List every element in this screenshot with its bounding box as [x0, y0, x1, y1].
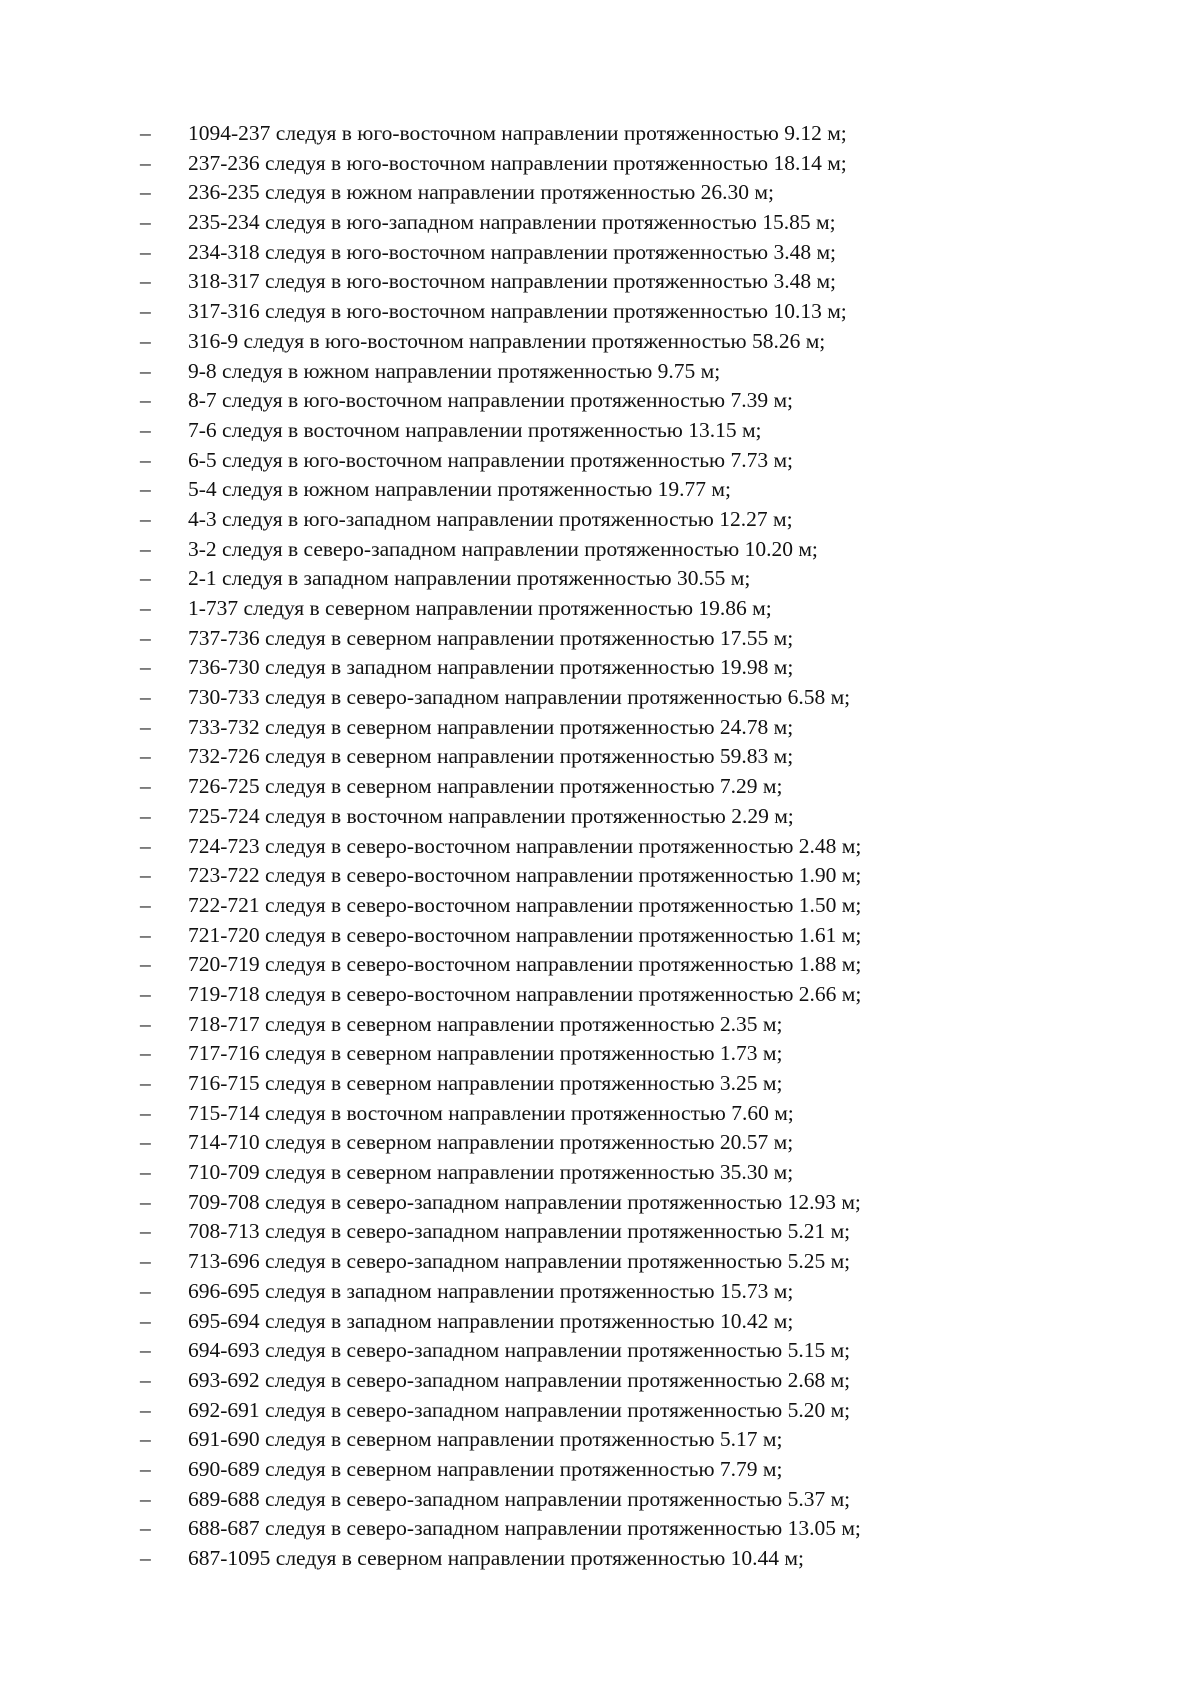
list-item [140, 1277, 861, 1307]
list-item-text: 694-693 следуя в северо-западном направлении протяженностью 5.15 м; [188, 1338, 851, 1363]
list-dash: – [140, 892, 151, 917]
list-dash: – [140, 1367, 151, 1392]
list-dash: – [140, 299, 151, 324]
list-item [140, 1217, 861, 1247]
list-dash: – [140, 833, 151, 858]
boundary-segment-list [140, 119, 861, 1574]
list-item [140, 1544, 861, 1574]
list-item [140, 1485, 861, 1515]
list-item [140, 1396, 861, 1426]
list-item-text: 237-236 следуя в юго-восточном направлении протяженностью 18.14 м; [188, 150, 847, 175]
list-dash: – [140, 566, 151, 591]
list-dash: – [140, 180, 151, 205]
list-item-text: 8-7 следуя в юго-восточном направлении протяженностью 7.39 м; [188, 388, 794, 413]
list-dash: – [140, 239, 151, 264]
list-dash: – [140, 1486, 151, 1511]
list-item-text: 714-710 следуя в северном направлении протяженностью 20.57 м; [188, 1130, 794, 1155]
list-dash: – [140, 388, 151, 413]
list-dash: – [140, 477, 151, 502]
list-dash: – [140, 1071, 151, 1095]
list-dash: – [140, 596, 151, 620]
list-dash: – [140, 1397, 151, 1422]
list-item [140, 564, 861, 594]
list-item-text: 722-721 следуя в северо-восточном направлении протяженностью 1.50 м; [188, 892, 862, 917]
list-dash: – [140, 1427, 151, 1452]
list-item-text: 716-715 следуя в северном направлении протяженностью 3.25 м; [188, 1071, 783, 1095]
list-item-text: 732-726 следуя в северном направлении протяженностью 59.83 м; [188, 744, 794, 769]
list-item-text: 236-235 следуя в южном направлении протяженностью 26.30 м; [188, 180, 774, 205]
list-item [140, 950, 861, 980]
list-item [140, 653, 861, 683]
list-item [140, 297, 861, 327]
list-dash: – [140, 1249, 151, 1274]
list-dash: – [140, 803, 151, 828]
list-dash: – [140, 210, 151, 235]
list-dash: – [140, 1546, 151, 1570]
list-item [140, 1039, 861, 1069]
list-item [140, 535, 861, 565]
list-item-text: 723-722 следуя в северо-восточном направлении протяженностью 1.90 м; [188, 863, 862, 888]
list-item-text: 234-318 следуя в юго-восточном направлении протяженностью 3.48 м; [188, 239, 837, 264]
list-item [140, 238, 861, 268]
list-dash: – [140, 685, 151, 710]
list-item-text: 692-691 следуя в северо-западном направлении протяженностью 5.20 м; [188, 1397, 851, 1422]
list-item-text: 726-725 следуя в северном направлении протяженностью 7.29 м; [188, 774, 783, 799]
list-dash: – [140, 774, 151, 799]
list-item-text: 715-714 следуя в восточном направлении протяженностью 7.60 м; [188, 1100, 794, 1125]
list-item-text: 708-713 следуя в северо-западном направлении протяженностью 5.21 м; [188, 1219, 851, 1244]
list-dash: – [140, 1278, 151, 1303]
list-item [140, 772, 861, 802]
list-item [140, 357, 861, 387]
list-dash: – [140, 863, 151, 888]
list-dash: – [140, 269, 151, 294]
list-item [140, 386, 861, 416]
list-dash: – [140, 1160, 151, 1185]
list-item [140, 1455, 861, 1485]
list-item-text: 737-736 следуя в северном направлении протяженностью 17.55 м; [188, 625, 794, 650]
list-dash: – [140, 952, 151, 977]
list-item [140, 1514, 861, 1544]
list-dash: – [140, 1130, 151, 1155]
list-dash: – [140, 1100, 151, 1125]
list-item [140, 1099, 861, 1129]
list-item [140, 1069, 861, 1099]
list-item-text: 717-716 следуя в северном направлении протяженностью 1.73 м; [188, 1041, 783, 1066]
list-dash: – [140, 536, 151, 561]
list-item [140, 149, 861, 179]
list-item-text: 709-708 следуя в северо-западном направлении протяженностью 12.93 м; [188, 1189, 861, 1214]
list-item [140, 1247, 861, 1277]
list-item [140, 267, 861, 297]
list-item [140, 832, 861, 862]
list-dash: – [140, 1189, 151, 1214]
list-item [140, 446, 861, 476]
list-dash: – [140, 1308, 151, 1333]
list-item-text: 689-688 следуя в северо-западном направлении протяженностью 5.37 м; [188, 1486, 851, 1511]
list-item-text: 6-5 следуя в юго-восточном направлении протяженностью 7.73 м; [188, 447, 794, 472]
list-item [140, 742, 861, 772]
list-item-text: 7-6 следуя в восточном направлении протяженностью 13.15 м; [188, 417, 762, 442]
list-item-text: 713-696 следуя в северо-западном направлении протяженностью 5.25 м; [188, 1249, 851, 1274]
list-item [140, 1425, 861, 1455]
list-item [140, 713, 861, 743]
list-dash: – [140, 1041, 151, 1066]
list-dash: – [140, 447, 151, 472]
list-dash: – [140, 1338, 151, 1363]
list-item [140, 208, 861, 238]
list-item-text: 690-689 следуя в северном направлении протяженностью 7.79 м; [188, 1456, 783, 1481]
list-item [140, 1158, 861, 1188]
list-dash: – [140, 150, 151, 175]
list-item [140, 119, 861, 149]
list-item-text: 2-1 следуя в западном направлении протяженностью 30.55 м; [188, 566, 751, 591]
list-item-text: 721-720 следуя в северо-восточном направлении протяженностью 1.61 м; [188, 922, 862, 947]
list-item [140, 624, 861, 654]
list-item [140, 505, 861, 535]
list-item-text: 1094-237 следуя в юго-восточном направлении протяженностью 9.12 м; [188, 121, 847, 145]
list-dash: – [140, 417, 151, 442]
list-item [140, 594, 861, 624]
list-dash: – [140, 1011, 151, 1036]
list-item [140, 416, 861, 446]
list-item-text: 317-316 следуя в юго-восточном направлении протяженностью 10.13 м; [188, 299, 847, 324]
list-item-text: 724-723 следуя в северо-восточном направлении протяженностью 2.48 м; [188, 833, 862, 858]
list-item-text: 3-2 следуя в северо-западном направлении протяженностью 10.20 м; [188, 536, 818, 561]
list-item [140, 1010, 861, 1040]
list-item [140, 802, 861, 832]
list-item [140, 475, 861, 505]
list-item-text: 730-733 следуя в северо-западном направлении протяженностью 6.58 м; [188, 685, 851, 710]
list-item-text: 693-692 следуя в северо-западном направлении протяженностью 2.68 м; [188, 1367, 851, 1392]
list-dash: – [140, 922, 151, 947]
list-item [140, 891, 861, 921]
list-item [140, 683, 861, 713]
list-item-text: 691-690 следуя в северном направлении протяженностью 5.17 м; [188, 1427, 783, 1452]
list-item-text: 687-1095 следуя в северном направлении протяженностью 10.44 м; [188, 1546, 804, 1570]
list-item [140, 1128, 861, 1158]
list-item-text: 725-724 следуя в восточном направлении протяженностью 2.29 м; [188, 803, 794, 828]
list-item [140, 327, 861, 357]
list-item-text: 718-717 следуя в северном направлении протяженностью 2.35 м; [188, 1011, 783, 1036]
list-dash: – [140, 328, 151, 353]
list-dash: – [140, 625, 151, 650]
list-dash: – [140, 1219, 151, 1244]
list-item-text: 1-737 следуя в северном направлении протяженностью 19.86 м; [188, 596, 772, 620]
list-item-text: 5-4 следуя в южном направлении протяженностью 19.77 м; [188, 477, 731, 502]
list-item [140, 1336, 861, 1366]
list-item-text: 235-234 следуя в юго-западном направлении протяженностью 15.85 м; [188, 210, 836, 235]
list-item [140, 178, 861, 208]
list-item [140, 1366, 861, 1396]
list-dash: – [140, 714, 151, 739]
list-dash: – [140, 981, 151, 1006]
list-item-text: 688-687 следуя в северо-западном направлении протяженностью 13.05 м; [188, 1516, 861, 1541]
list-dash: – [140, 121, 151, 145]
list-item [140, 1307, 861, 1337]
list-item-text: 318-317 следуя в юго-восточном направлении протяженностью 3.48 м; [188, 269, 837, 294]
list-item [140, 921, 861, 951]
list-item-text: 710-709 следуя в северном направлении протяженностью 35.30 м; [188, 1160, 794, 1185]
list-item [140, 980, 861, 1010]
list-dash: – [140, 744, 151, 769]
list-item-text: 720-719 следуя в северо-восточном направлении протяженностью 1.88 м; [188, 952, 862, 977]
list-item [140, 861, 861, 891]
list-item-text: 316-9 следуя в юго-восточном направлении протяженностью 58.26 м; [188, 328, 826, 353]
list-item-text: 736-730 следуя в западном направлении протяженностью 19.98 м; [188, 655, 794, 680]
list-item-text: 695-694 следуя в западном направлении протяженностью 10.42 м; [188, 1308, 794, 1333]
list-dash: – [140, 506, 151, 531]
list-item-text: 719-718 следуя в северо-восточном направлении протяженностью 2.66 м; [188, 981, 862, 1006]
list-item-text: 733-732 следуя в северном направлении протяженностью 24.78 м; [188, 714, 794, 739]
list-item-text: 4-3 следуя в юго-западном направлении протяженностью 12.27 м; [188, 506, 793, 531]
list-dash: – [140, 358, 151, 383]
list-item-text: 9-8 следуя в южном направлении протяженностью 9.75 м; [188, 358, 721, 383]
list-item-text: 696-695 следуя в западном направлении протяженностью 15.73 м; [188, 1278, 794, 1303]
list-dash: – [140, 655, 151, 680]
list-dash: – [140, 1516, 151, 1541]
list-dash: – [140, 1456, 151, 1481]
list-item [140, 1188, 861, 1218]
